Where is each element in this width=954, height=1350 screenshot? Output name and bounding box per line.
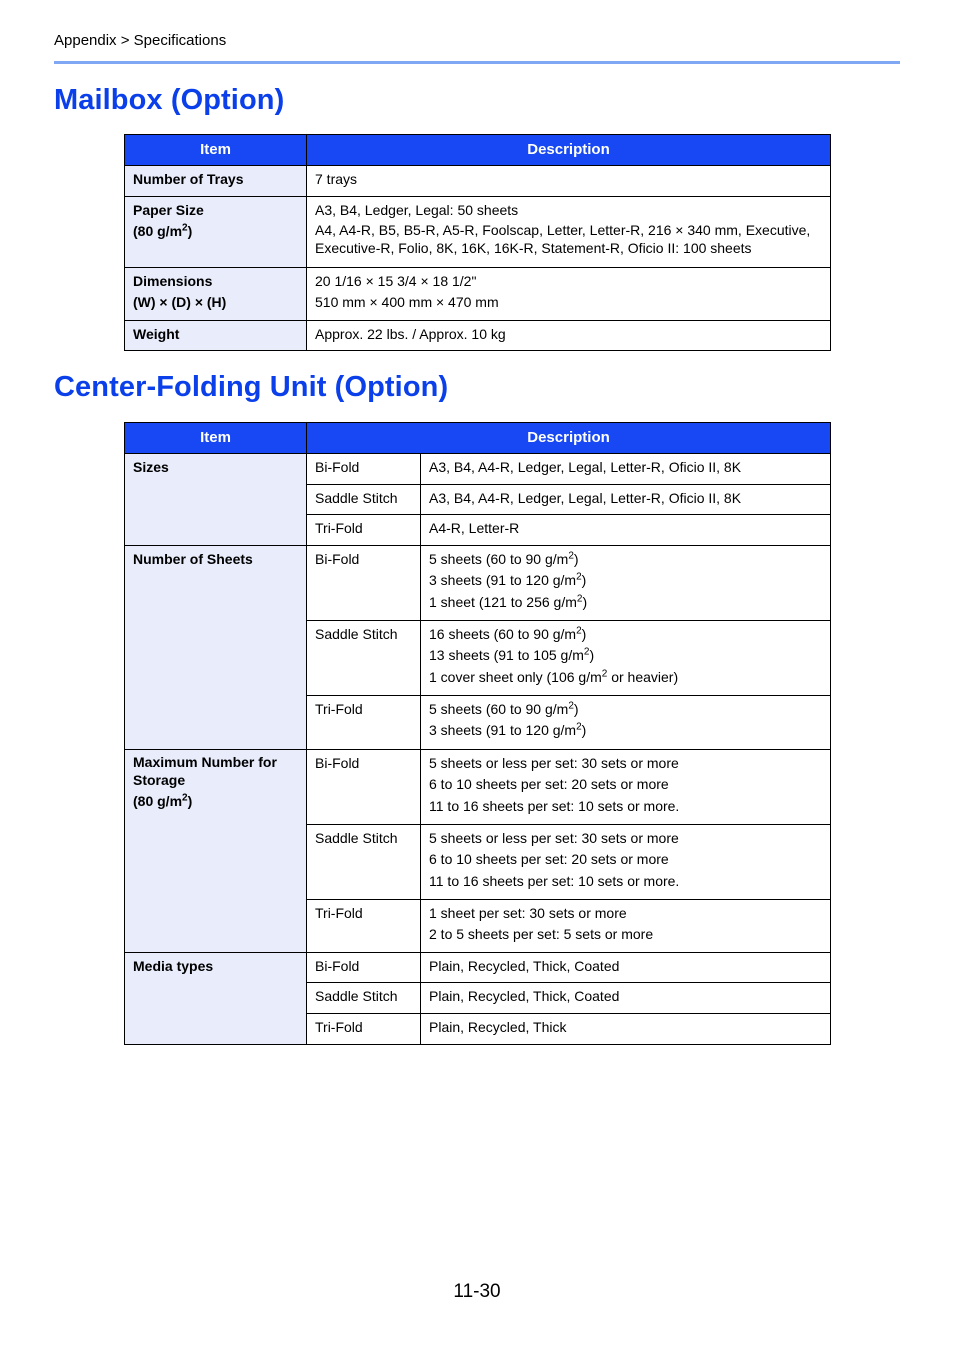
row-value [421, 621, 831, 696]
value-line: 3 sheets (91 to 120 $g/m^2$) [429, 571, 587, 589]
row-label: Weight [125, 321, 307, 351]
value-line: 510 mm × 400 mm × 470 mm [315, 294, 499, 311]
value-line: 1 sheet per set: 30 sets or more [429, 905, 627, 922]
mode-cell: Tri-Fold [307, 696, 421, 750]
center-folding-spec-table [124, 422, 831, 1045]
row-value: Plain, Recycled, Thick [421, 1014, 831, 1044]
table-header-row [125, 423, 831, 454]
table-row [125, 750, 831, 825]
mode-cell: Tri-Fold [307, 1014, 421, 1044]
label-line: (80 $g/m^2$) [133, 792, 193, 810]
mode-cell: Bi-Fold [307, 546, 421, 621]
value-line: A3, B4, Ledger, Legal: 50 sheets [315, 202, 519, 218]
table-row [125, 454, 831, 485]
row-value [421, 750, 831, 825]
value-line: 5 sheets or less per set: 30 sets or more [429, 830, 679, 847]
row-label: Media types [125, 953, 307, 1044]
row-value: Plain, Recycled, Thick, Coated [421, 983, 831, 1014]
label-line: (W) × (D) × (H) [133, 294, 227, 311]
mode-cell: Saddle Stitch [307, 485, 421, 515]
value-line: 20 1/16 × 15 3/4 × 18 1/2" [315, 273, 477, 289]
value-line: 5 sheets or less per set: 30 sets or more [429, 755, 679, 772]
header-item: Item [125, 423, 307, 454]
value-line: 3 sheets (91 to 120 $g/m^2$) [429, 721, 587, 739]
value-line: A4, A4-R, B5, B5-R, A5-R, Foolscap, Letter, Letter-R, 216 × 340 mm, Executive, Executive-R, Folio, 8K, 16K, 16K-R, Statement-R, Oficio II: 100 sheets [315, 222, 811, 256]
value-line: 11 to 16 sheets per set: 10 sets or more. [429, 872, 680, 889]
label-line: Paper Size [133, 202, 204, 218]
header-item: Item [125, 135, 307, 166]
mode-cell: Tri-Fold [307, 515, 421, 546]
header-rule [54, 61, 900, 64]
value-line: 5 sheets (60 to 90 $g/m^2$) [429, 550, 579, 568]
row-label [125, 197, 307, 268]
row-value: Approx. 22 lbs. / Approx. 10 kg [307, 321, 831, 351]
mode-cell: Saddle Stitch [307, 983, 421, 1014]
row-value: Plain, Recycled, Thick, Coated [421, 953, 831, 983]
value-line: 6 to 10 sheets per set: 20 sets or more [429, 851, 669, 868]
page-number: 11-30 [453, 1281, 501, 1302]
value-line: 6 to 10 sheets per set: 20 sets or more [429, 776, 669, 793]
mode-cell: Saddle Stitch [307, 621, 421, 696]
value-line: 1 cover sheet only (106 $g/m^2$ or heavier) [429, 667, 679, 685]
mode-cell: Bi-Fold [307, 454, 421, 485]
row-value [421, 900, 831, 953]
label-line: Dimensions [133, 273, 213, 289]
mode-cell: Saddle Stitch [307, 825, 421, 900]
value-line: 11 to 16 sheets per set: 10 sets or more. [429, 797, 680, 814]
value-line: 2 to 5 sheets per set: 5 sets or more [429, 926, 654, 943]
breadcrumb: Appendix > Specifications [54, 32, 227, 49]
label-line: Maximum Number for Storage [133, 754, 277, 788]
label-line: (80 $g/m^2$) [133, 222, 193, 240]
row-value [307, 268, 831, 321]
row-value: A3, B4, A4-R, Ledger, Legal, Letter-R, Oficio II, 8K [421, 485, 831, 515]
row-label [125, 750, 307, 953]
header-description: Description [307, 135, 831, 166]
row-value: A4-R, Letter-R [421, 515, 831, 546]
value-line: 16 sheets (60 to 90 $g/m^2$) [429, 625, 587, 643]
header-description: Description [307, 423, 831, 454]
row-label: Number of Trays [125, 166, 307, 197]
table-row [125, 268, 831, 321]
row-value [421, 546, 831, 621]
row-label: Number of Sheets [125, 546, 307, 750]
mode-cell: Bi-Fold [307, 750, 421, 825]
table-row [125, 197, 831, 268]
row-value [421, 696, 831, 750]
value-line: 5 sheets (60 to 90 $g/m^2$) [429, 700, 579, 718]
mode-cell: Bi-Fold [307, 953, 421, 983]
row-label: Sizes [125, 454, 307, 546]
row-value: A3, B4, A4-R, Ledger, Legal, Letter-R, Oficio II, 8K [421, 454, 831, 485]
value-line: 1 sheet (121 to 256 $g/m^2$) [429, 592, 588, 610]
table-header-row [125, 135, 831, 166]
mailbox-spec-table [124, 134, 831, 351]
mode-cell: Tri-Fold [307, 900, 421, 953]
table-row [125, 321, 831, 351]
value-line: 13 sheets (91 to 105 $g/m^2$) [429, 646, 595, 664]
row-value: 7 trays [307, 166, 831, 197]
table-row [125, 166, 831, 197]
row-value [307, 197, 831, 268]
row-value [421, 825, 831, 900]
row-label [125, 268, 307, 321]
center-folding-title: Center-Folding Unit (Option) [54, 371, 449, 403]
mailbox-title: Mailbox (Option) [54, 84, 285, 116]
table-row [125, 953, 831, 983]
table-row [125, 546, 831, 621]
